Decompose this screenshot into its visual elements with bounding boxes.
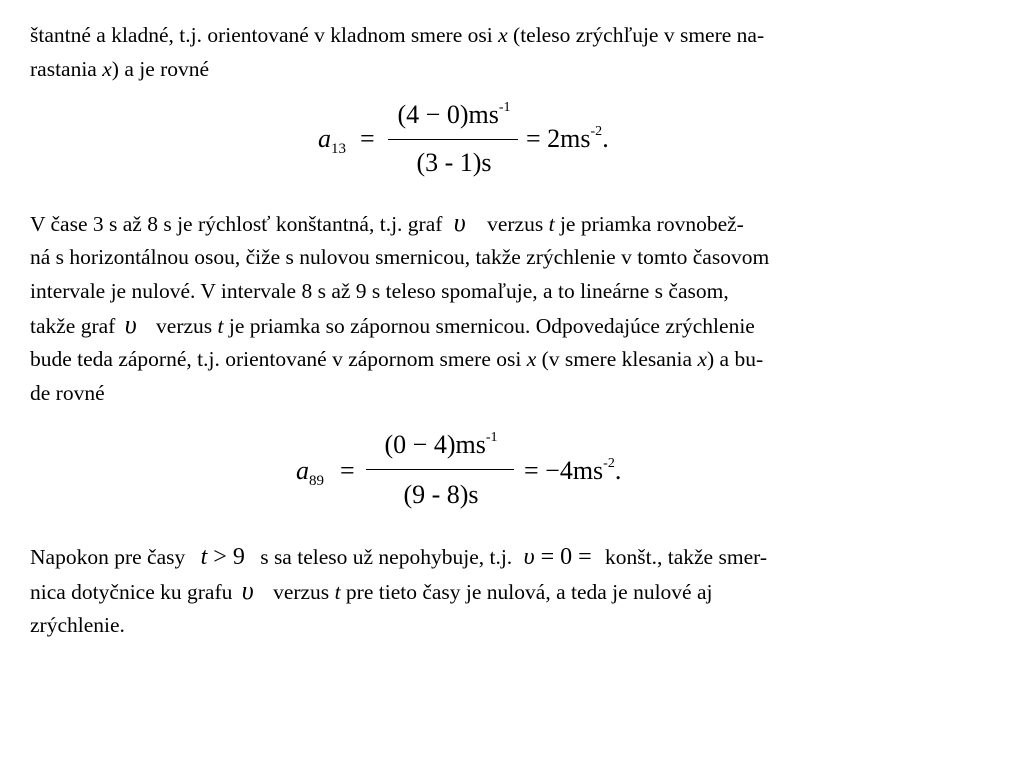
- para2-line3: intervale je nulové. V intervale 8 s až 9 s teleso spomaľuje, a to lineárne s časom,: [30, 279, 729, 303]
- para3-line3: zrýchlenie.: [30, 613, 125, 637]
- upsilon-symbol: υ: [241, 576, 254, 605]
- velocity-zero: υ = 0 =: [523, 544, 592, 570]
- para1-line2: rastania x) a je rovné: [30, 57, 210, 81]
- eq2-equals: =: [340, 456, 355, 485]
- para2-line2: ná s horizontálnou osou, čiže s nulovou smernicou, takže zrýchlenie v tomto časovom: [30, 245, 770, 269]
- para2-line6: de rovné: [30, 381, 105, 405]
- upsilon-symbol: υ: [124, 310, 137, 339]
- para1-line1: štantné a kladné, t.j. orientované v kladnom smere osi x (teleso zrýchľuje v smere na-: [30, 23, 765, 47]
- para2-line5: bude teda záporné, t.j. orientované v zápornom smere osi x (v smere klesania x) a bu-: [30, 347, 764, 371]
- eq1-result: = $2ms^{-2}$.: [526, 124, 609, 153]
- eq1-fraction-bar: [388, 139, 518, 140]
- time-condition: t > 9: [200, 544, 245, 570]
- eq1-denominator: (3 - 1)s: [416, 148, 492, 177]
- eq2-fraction-bar: [366, 469, 514, 470]
- eq2-denominator: (9 - 8)s: [403, 480, 479, 509]
- para2-line4: takže graf υ verzus t je priamka so zápornou smernicou. Odpovedajúce zrýchlenie: [30, 310, 755, 339]
- para3-line1: Napokon pre časy t > 9 s sa teleso už nepohybuje, t.j. υ = 0 = konšt., takže smer-: [30, 544, 767, 570]
- para2-line1: V čase 3 s až 8 s je rýchlosť konštantná, t.j. graf υ verzus t je priamka rovnobež-: [30, 208, 744, 237]
- eq2-numerator: $(0 - 4)ms^{-1}$: [384, 430, 498, 459]
- eq2-result: = $-4ms^{-2}$.: [524, 456, 622, 485]
- para3-line2: nica dotyčnice ku grafu υ verzus t pre tieto časy je nulová, a teda je nulové aj: [30, 576, 713, 605]
- eq1-numerator: $(4 - 0)ms^{-1}$: [397, 100, 511, 129]
- upsilon-symbol: υ: [453, 208, 466, 237]
- eq1-equals: =: [360, 124, 375, 153]
- eq1-lhs: $a_{13}$: [318, 124, 346, 157]
- eq2-lhs: $a_{89}$: [296, 456, 324, 489]
